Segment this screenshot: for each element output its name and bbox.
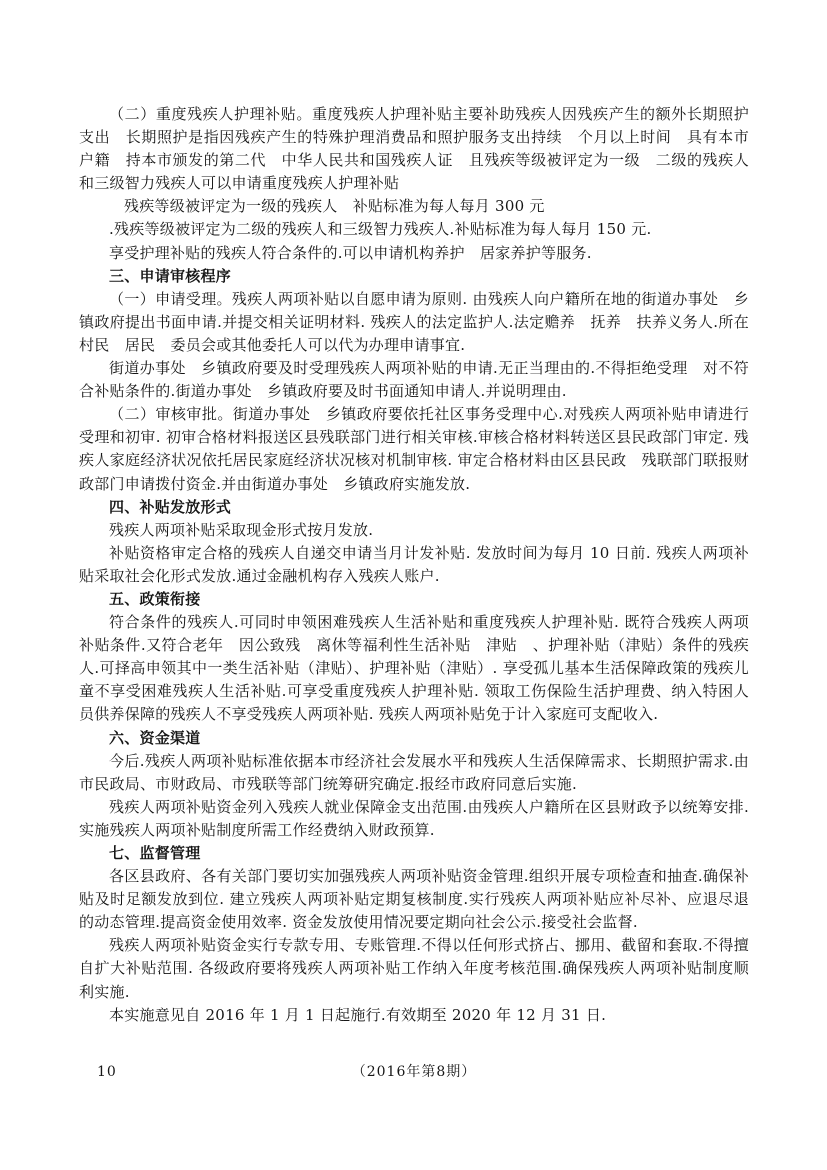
paragraph-funding-source: 残疾人两项补贴资金列入残疾人就业保障金支出范围.由残疾人户籍所在区县财政予以统筹安排. 实施残疾人两项补贴制度所需工作经费纳入财政预算. [79, 797, 749, 839]
document-body [79, 103, 749, 1027]
section-heading-4: 四、补贴发放形式 [109, 497, 232, 516]
paragraph-timely-acceptance: 街道办事处 乡镇政府要及时受理残疾人两项补贴的申请.无正当理由的.不得拒绝受理 对不符合补贴条件的.街道办事处 乡镇政府要及时书面通知申请人.并说明理由. [79, 359, 749, 401]
paragraph-funding-standard: 今后.残疾人两项补贴标准依据本市经济社会发展水平和残疾人生活保障需求、长期照护需求.由市民政局、市财政局、市残联等部门统筹研究确定.报经市政府同意后实施. [79, 751, 749, 793]
section-heading-5: 五、政策衔接 [109, 589, 201, 608]
paragraph-payment-timing: 补贴资格审定合格的残疾人自递交申请当月计发补贴. 发放时间为每月 10 日前. 残疾人两项补贴采取社会化形式发放.通过金融机构存入残疾人账户. [79, 543, 749, 585]
section-heading-3: 三、申请审核程序 [109, 266, 232, 285]
paragraph-care-services: 享受护理补贴的残疾人符合条件的.可以申请机构养护 居家养护等服务. [109, 243, 592, 262]
page-number: 10 [97, 1064, 117, 1080]
section-heading-7: 七、监督管理 [109, 844, 201, 862]
paragraph-severe-care-subsidy: （二）重度残疾人护理补贴。重度残疾人护理补贴主要补助残疾人因残疾产生的额外长期照护支出 长期照护是指因残疾产生的特殊护理消费品和照护服务支出持续 个月以上时间 具有本市户籍 持本市颁发的第二代 中华人民共和国残疾人证 且残疾等级被评定为一级 二级的残疾人和三级智力残疾人可以申请重度残疾人护理补贴 [79, 105, 749, 193]
paragraph-supervision: 各区县政府、各有关部门要切实加强残疾人两项补贴资金管理.组织开展专项检查和抽查.确保补贴及时足额发放到位. 建立残疾人两项补贴定期复核制度.实行残疾人两项补贴应补尽补、应退尽退的动态管理.提高资金使用效率. 资金发放使用情况要定期向社会公示.接受社会监督. [79, 867, 749, 932]
paragraph-grade2-standard: .残疾等级被评定为二级的残疾人和三级智力残疾人.补贴标准为每人每月 150 元. [109, 220, 652, 239]
paragraph-dedicated-funds: 残疾人两项补贴资金实行专款专用、专账管理.不得以任何形式挤占、挪用、截留和套取.不得擅自扩大补贴范围. 各级政府要将残疾人两项补贴工作纳入年度考核范围.确保残疾人两项补贴制度顺利实施. [79, 936, 749, 1001]
paragraph-grade1-standard: 残疾等级被评定为一级的残疾人 补贴标准为每人每月 300 元 [124, 197, 545, 216]
paragraph-application-acceptance: （一）申请受理。残疾人两项补贴以自愿申请为原则. 由残疾人向户籍所在地的街道办事处 乡镇政府提出书面申请.并提交相关证明材料. 残疾人的法定监护人.法定赡养 抚养 扶养义务人.所在村民 居民 委员会或其他委托人可以代为办理申请事宜. [79, 289, 749, 354]
paragraph-effective-date: 本实施意见自 2016 年 1 月 1 日起施行.有效期至 2020 年 12 月 31 日. [109, 1005, 607, 1024]
issue-label: （2016年第8期） [351, 1064, 477, 1080]
paragraph-cash-monthly: 残疾人两项补贴采取现金形式按月发放. [109, 520, 374, 539]
section-heading-6: 六、资金渠道 [109, 728, 201, 747]
paragraph-policy-linkage: 符合条件的残疾人.可同时申领困难残疾人生活补贴和重度残疾人护理补贴. 既符合残疾人两项补贴条件.又符合老年 因公致残 离休等福利性生活补贴 津贴 、护理补贴（津贴）条件的残疾人.可择高申领其中一类生活补贴（津贴）、护理补贴（津贴）. 享受孤儿基本生活保障政策的残疾儿童不享受困难残疾人生活补贴.可享受重度残疾人护理补贴. 领取工伤保险生活护理费、纳入特困人员供养保障的残疾人不享受残疾人两项补贴. 残疾人两项补贴免于计入家庭可支配收入. [79, 613, 749, 724]
page-footer [79, 1062, 749, 1082]
paragraph-review-approval: （二）审核审批。街道办事处 乡镇政府要依托社区事务受理中心.对残疾人两项补贴申请进行受理和初审. 初审合格材料报送区县残联部门进行相关审核.审核合格材料转送区县民政部门审定. 残疾人家庭经济状况依托居民家庭经济状况核对机制审核. 审定合格材料由区县民政 残联部门联报财政部门申请拨付资金.并由街道办事处 乡镇政府实施发放. [79, 405, 749, 493]
